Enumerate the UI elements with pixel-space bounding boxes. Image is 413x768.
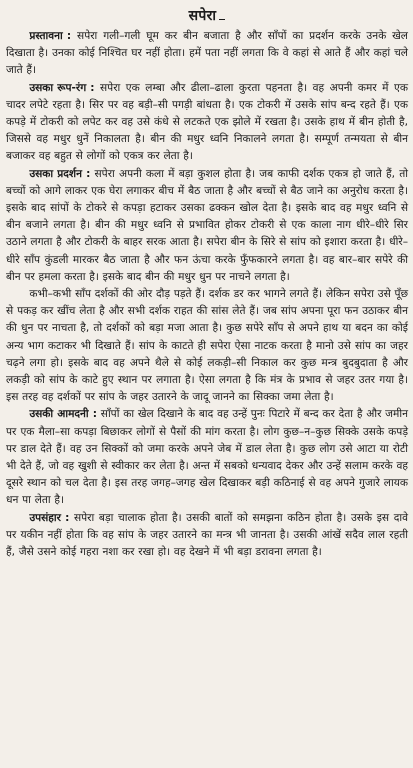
section-introduction xyxy=(6,28,408,80)
section-text: सपेरा अपनी कला में बड़ा कुशल होता है। जब काफी दर्शक एकत्र हो जाते हैं, तो बच्चों को आगे लाकर एक घेरा लगाकर बीच में बैठ जाता है और बच्चों से बैठ जाने का अनुरोध करता है। इसके बाद सांपों के टोकरे से कपड़ा हटाकर उसका ढक्कन खोल देता है। इसके बाद वह मधुर ध्वनि से बीन बजाने लगता है। बीन की मधुर ध्वनि से प्रभावित होकर टोकरी से एक काला नाग धीरे–धीरे सिर उठाने लगता है और टोकरी के बाहर सरक आता है। सपेरा बीन के सिरे से सांप को इशारा करता है। धीरे–धीरे साँप कुंडली मारकर बैठ जाता है और फन ऊंचा करके फुँफकारने लगता है। वह बार–बार सपेरे की बीन पर हमला करता है। इसके बाद बीन की मधुर धुन पर नाचने लगता है। xyxy=(6,167,408,283)
title-text: सपेरा xyxy=(188,8,217,24)
section-heading: उसका प्रदर्शन : xyxy=(29,167,91,180)
section-conclusion xyxy=(6,510,408,562)
section-heading: उसकी आमदनी : xyxy=(29,408,97,421)
title-underscore-mark xyxy=(219,19,225,20)
section-text: साँपों का खेल दिखाने के बाद वह उन्हें पुनः पिटारे में बन्द कर देता है और जमीन पर एक मैला–सा कपड़ा बिछाकर लोगों से पैसों की मांग करता है। लोग कुछ–न–कुछ सिक्के उसके कपड़े पर डाल देते हैं। वह उन सिक्कों को जमा करके अपने जेब में डाल लेता है। कुछ लोग उसे आटा या रोटी भी देते हैं, जो वह खुशी से स्वीकार कर लेता है। अन्त में सबको धन्यवाद देकर और उन्हें सलाम करके वह दूसरे स्थान को चल देता है। इस तरह जगह–जगह खेल दिखाकर बड़ी कठिनाई से वह अपने गुजारे लायक धन पा लेता है। xyxy=(6,408,408,507)
section-heading: प्रस्तावना : xyxy=(29,30,72,42)
section-appearance xyxy=(6,80,408,166)
section-text: सपेरा बड़ा चालाक होता है। उसकी बातों को समझना कठिन होता है। उसके इस दावे पर यकीन नहीं होता कि वह सांप के जहर उतारने का मन्त्र भी जानता है। उसकी आंखें सदैव लाल रहती हैं, जैसे उसने कोई गहरा नशा कर रखा हो। वह देखने में भी बड़ा डरावना लगता है। xyxy=(6,511,408,559)
essay-title xyxy=(6,6,408,28)
section-heading: उपसंहार : xyxy=(29,511,70,524)
section-text: कभी–कभी साँप दर्शकों की ओर दौड़ पड़ते हैं। दर्शक डर कर भागने लगते हैं। लेकिन सपेरा उसे पूँछ से पकड़ कर खींच लेता है और सभी दर्शक राहत की सांस लेते हैं। जब सांप अपना पूरा फन उठाकर बीन की धुन पर नाचता है, तो दर्शकों को बड़ा मजा आता है। कुछ सपेरे साँप से अपने हाथ या बदन का कोई अन्य भाग कटाकर भी दिखाते हैं। सांप के काटते ही सपेरा ऐसा नाटक करता है मानो उसे सांप का जहर चढ़ने लगा हो। इसके बाद वह अपने थैले से कोई लकड़ी–सी निकाल कर कुछ मन्त्र बुदबुदाता है और लकड़ी को सांप के काटे हुए स्थान पर लगाता है। ऐसा लगता है कि मंत्र के प्रभाव से जहर उतर गया है। इस तरह वह दर्शकों पर सांप के जहर उतारने के जादू जानने का सिक्का जमा लेता है। xyxy=(6,288,408,404)
section-performance-continued xyxy=(6,286,408,406)
section-income xyxy=(6,406,408,509)
section-performance xyxy=(6,166,408,286)
section-text: सपेरा एक लम्बा और ढीला–ढाला कुरता पहनता है। वह अपनी कमर में एक चादर लपेटे रहता है। सिर पर वह बड़ी–सी पगड़ी बांधता है। एक टोकरी में उसके सांप बन्द रहते हैं। एक कपड़े में टोकरी को लपेट कर वह उसे कंधे से लटकते एक झोले में रखता है। उसके हाथ में बीन होती है, जिससे वह मधुर धुनें निकालता है। बीन की मधुर ध्वनि निकालने लगता है। सम्पूर्ण तन्मयता से बीन बजाकर वह बहुत से लोगों को एकत्र कर लेता है। xyxy=(6,81,408,163)
section-heading: उसका रूप-रंग : xyxy=(29,81,95,94)
section-text: सपेरा गली–गली घूम कर बीन बजाता है और साँपों का प्रदर्शन करके उनके खेल दिखाता है। उनका कोई निश्चित घर नहीं होता। हमें पता नहीं लगता कि वे कहां से आते हैं और कहां चले जाते हैं। xyxy=(6,30,408,77)
